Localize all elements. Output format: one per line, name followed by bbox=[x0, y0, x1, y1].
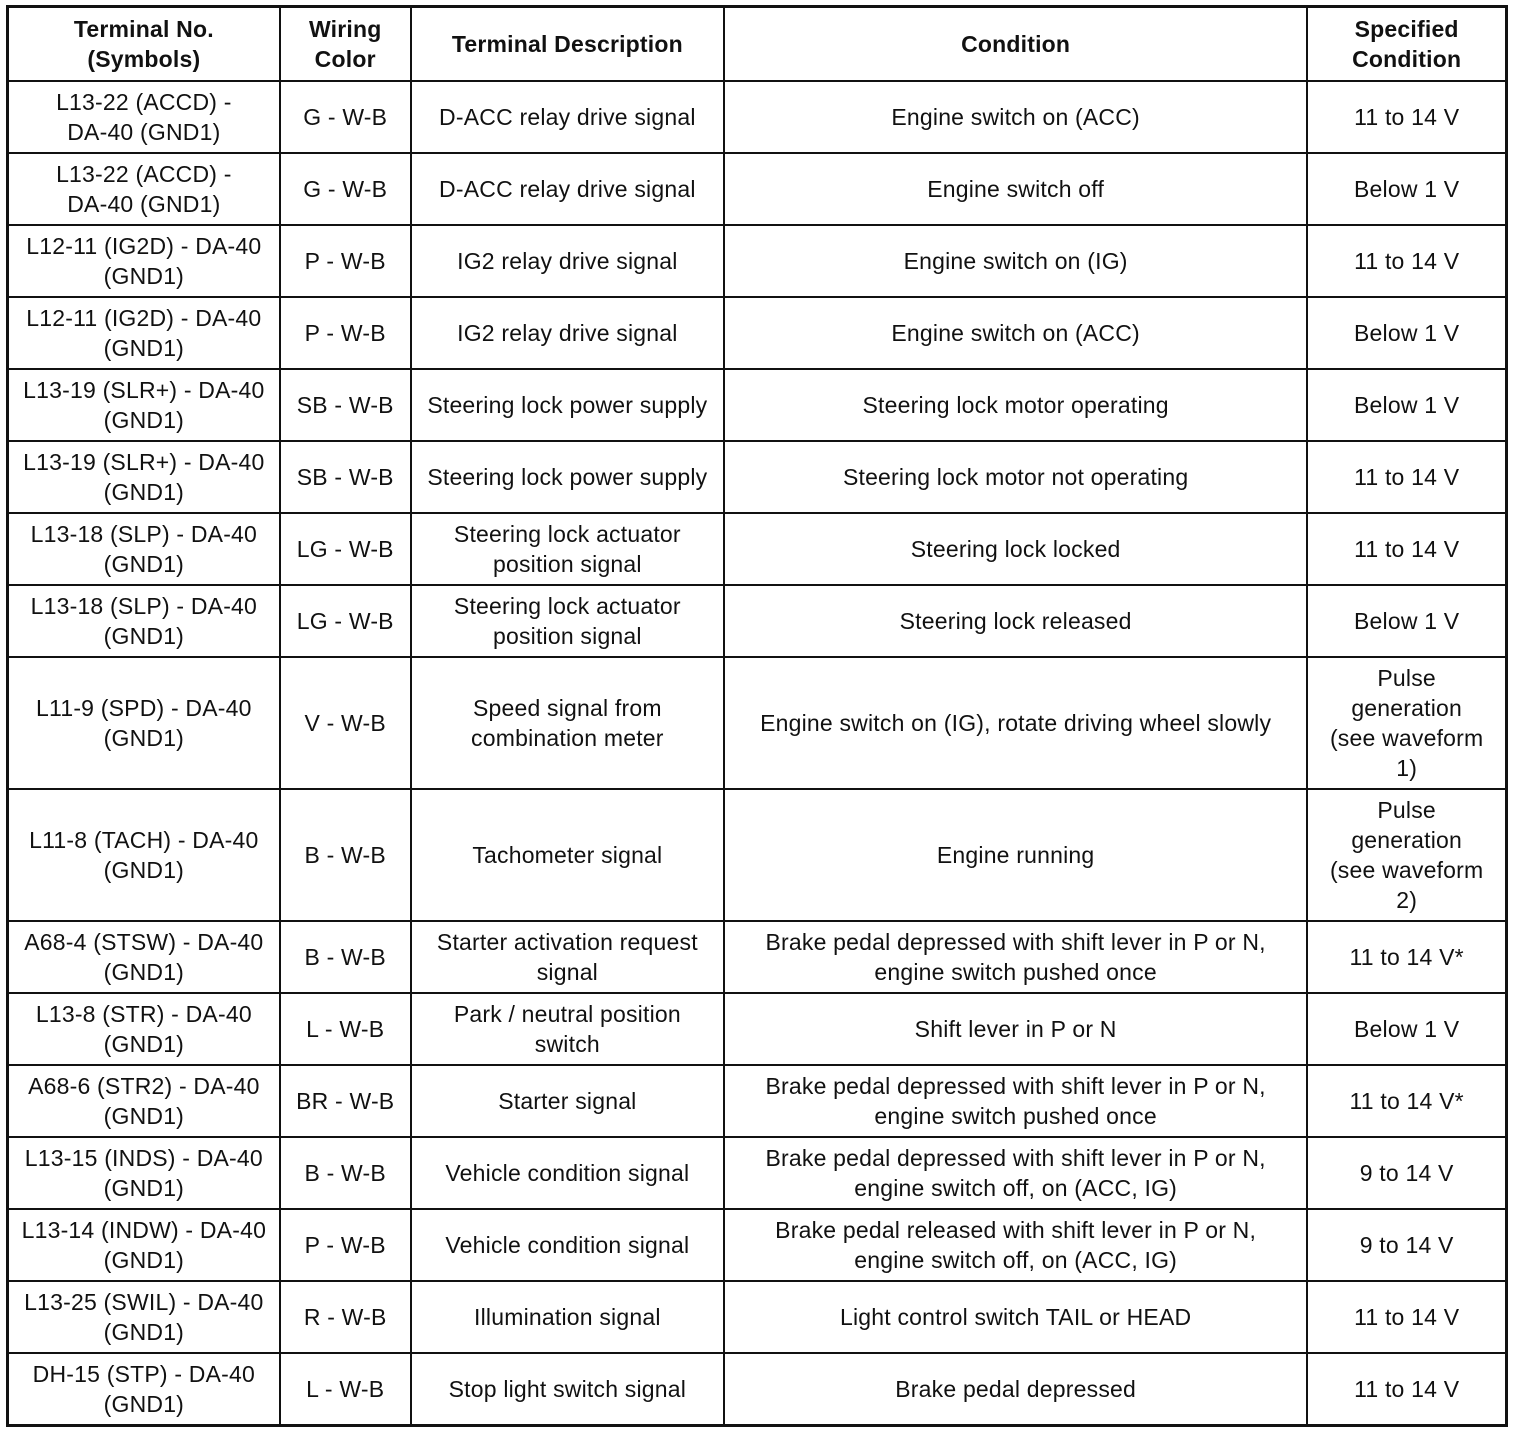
cell-terminal-description: Tachometer signal bbox=[411, 789, 724, 921]
cell-wiring-color: B - W-B bbox=[280, 921, 411, 993]
cell-terminal: L13-19 (SLR+) - DA-40 (GND1) bbox=[8, 369, 280, 441]
cell-terminal: L13-8 (STR) - DA-40 (GND1) bbox=[8, 993, 280, 1065]
cell-wiring-color: G - W-B bbox=[280, 81, 411, 153]
cell-specified-condition: 11 to 14 V bbox=[1307, 225, 1506, 297]
cell-specified-condition: 9 to 14 V bbox=[1307, 1209, 1506, 1281]
cell-specified-condition: Below 1 V bbox=[1307, 585, 1506, 657]
table-row bbox=[8, 225, 1507, 297]
cell-condition: Engine switch on (ACC) bbox=[724, 81, 1307, 153]
cell-specified-condition: 11 to 14 V bbox=[1307, 513, 1506, 585]
cell-terminal: L12-11 (IG2D) - DA-40 (GND1) bbox=[8, 297, 280, 369]
cell-condition: Shift lever in P or N bbox=[724, 993, 1307, 1065]
table-row bbox=[8, 657, 1507, 789]
cell-wiring-color: P - W-B bbox=[280, 1209, 411, 1281]
cell-wiring-color: R - W-B bbox=[280, 1281, 411, 1353]
cell-terminal-description: D-ACC relay drive signal bbox=[411, 153, 724, 225]
cell-specified-condition: 11 to 14 V bbox=[1307, 441, 1506, 513]
cell-terminal: L11-9 (SPD) - DA-40 (GND1) bbox=[8, 657, 280, 789]
cell-condition: Brake pedal released with shift lever in P or N, engine switch off, on (ACC, IG) bbox=[724, 1209, 1307, 1281]
table-row bbox=[8, 789, 1507, 921]
cell-condition: Steering lock locked bbox=[724, 513, 1307, 585]
table-row bbox=[8, 1137, 1507, 1209]
table-row bbox=[8, 1065, 1507, 1137]
table-row bbox=[8, 153, 1507, 225]
table-row bbox=[8, 441, 1507, 513]
table-row bbox=[8, 585, 1507, 657]
table-row bbox=[8, 297, 1507, 369]
cell-specified-condition: Below 1 V bbox=[1307, 369, 1506, 441]
cell-terminal-description: Steering lock power supply bbox=[411, 441, 724, 513]
cell-terminal: A68-6 (STR2) - DA-40 (GND1) bbox=[8, 1065, 280, 1137]
table-row bbox=[8, 369, 1507, 441]
cell-condition: Light control switch TAIL or HEAD bbox=[724, 1281, 1307, 1353]
header-condition: Condition bbox=[724, 7, 1307, 82]
cell-terminal-description: Speed signal from combination meter bbox=[411, 657, 724, 789]
cell-specified-condition: 11 to 14 V* bbox=[1307, 921, 1506, 993]
cell-terminal-description: Vehicle condition signal bbox=[411, 1209, 724, 1281]
cell-terminal: A68-4 (STSW) - DA-40 (GND1) bbox=[8, 921, 280, 993]
cell-condition: Engine switch on (ACC) bbox=[724, 297, 1307, 369]
header-wiring-color: Wiring Color bbox=[280, 7, 411, 82]
cell-terminal-description: Illumination signal bbox=[411, 1281, 724, 1353]
cell-terminal: L13-18 (SLP) - DA-40 (GND1) bbox=[8, 513, 280, 585]
cell-terminal: L12-11 (IG2D) - DA-40 (GND1) bbox=[8, 225, 280, 297]
cell-specified-condition: 9 to 14 V bbox=[1307, 1137, 1506, 1209]
cell-wiring-color: P - W-B bbox=[280, 225, 411, 297]
cell-terminal: L11-8 (TACH) - DA-40 (GND1) bbox=[8, 789, 280, 921]
cell-wiring-color: BR - W-B bbox=[280, 1065, 411, 1137]
cell-terminal-description: Park / neutral position switch bbox=[411, 993, 724, 1065]
cell-specified-condition: 11 to 14 V* bbox=[1307, 1065, 1506, 1137]
cell-condition: Brake pedal depressed with shift lever in P or N, engine switch off, on (ACC, IG) bbox=[724, 1137, 1307, 1209]
cell-wiring-color: LG - W-B bbox=[280, 585, 411, 657]
cell-wiring-color: SB - W-B bbox=[280, 369, 411, 441]
header-row bbox=[8, 7, 1507, 82]
cell-condition: Engine switch off bbox=[724, 153, 1307, 225]
cell-condition: Brake pedal depressed bbox=[724, 1353, 1307, 1425]
cell-wiring-color: B - W-B bbox=[280, 1137, 411, 1209]
cell-specified-condition: 11 to 14 V bbox=[1307, 81, 1506, 153]
cell-specified-condition: Below 1 V bbox=[1307, 297, 1506, 369]
cell-wiring-color: L - W-B bbox=[280, 993, 411, 1065]
table-row bbox=[8, 993, 1507, 1065]
cell-terminal-description: Steering lock actuator position signal bbox=[411, 513, 724, 585]
table-row bbox=[8, 81, 1507, 153]
cell-terminal: L13-15 (INDS) - DA-40 (GND1) bbox=[8, 1137, 280, 1209]
table-row bbox=[8, 1209, 1507, 1281]
cell-wiring-color: P - W-B bbox=[280, 297, 411, 369]
cell-terminal-description: Steering lock power supply bbox=[411, 369, 724, 441]
cell-terminal-description: IG2 relay drive signal bbox=[411, 297, 724, 369]
table-row bbox=[8, 921, 1507, 993]
cell-specified-condition: Below 1 V bbox=[1307, 993, 1506, 1065]
cell-wiring-color: B - W-B bbox=[280, 789, 411, 921]
cell-specified-condition: 11 to 14 V bbox=[1307, 1281, 1506, 1353]
cell-wiring-color: SB - W-B bbox=[280, 441, 411, 513]
cell-wiring-color: G - W-B bbox=[280, 153, 411, 225]
cell-terminal: L13-19 (SLR+) - DA-40 (GND1) bbox=[8, 441, 280, 513]
cell-condition: Brake pedal depressed with shift lever in P or N, engine switch pushed once bbox=[724, 921, 1307, 993]
cell-condition: Engine running bbox=[724, 789, 1307, 921]
cell-terminal-description: Steering lock actuator position signal bbox=[411, 585, 724, 657]
table-row bbox=[8, 1281, 1507, 1353]
cell-specified-condition: Pulse generation (see waveform 2) bbox=[1307, 789, 1506, 921]
cell-condition: Steering lock motor operating bbox=[724, 369, 1307, 441]
header-terminal: Terminal No. (Symbols) bbox=[8, 7, 280, 82]
cell-wiring-color: V - W-B bbox=[280, 657, 411, 789]
cell-terminal: L13-14 (INDW) - DA-40 (GND1) bbox=[8, 1209, 280, 1281]
cell-terminal-description: D-ACC relay drive signal bbox=[411, 81, 724, 153]
table-row bbox=[8, 513, 1507, 585]
cell-condition: Brake pedal depressed with shift lever in P or N, engine switch pushed once bbox=[724, 1065, 1307, 1137]
table-row bbox=[8, 1353, 1507, 1425]
cell-wiring-color: L - W-B bbox=[280, 1353, 411, 1425]
cell-condition: Steering lock released bbox=[724, 585, 1307, 657]
cell-specified-condition: Below 1 V bbox=[1307, 153, 1506, 225]
cell-terminal: L13-22 (ACCD) - DA-40 (GND1) bbox=[8, 153, 280, 225]
cell-terminal-description: Starter activation request signal bbox=[411, 921, 724, 993]
cell-specified-condition: 11 to 14 V bbox=[1307, 1353, 1506, 1425]
cell-condition: Engine switch on (IG) bbox=[724, 225, 1307, 297]
cell-specified-condition: Pulse generation (see waveform 1) bbox=[1307, 657, 1506, 789]
cell-terminal-description: Vehicle condition signal bbox=[411, 1137, 724, 1209]
cell-terminal-description: Starter signal bbox=[411, 1065, 724, 1137]
cell-terminal: DH-15 (STP) - DA-40 (GND1) bbox=[8, 1353, 280, 1425]
terminal-spec-table bbox=[6, 5, 1508, 1427]
cell-terminal-description: IG2 relay drive signal bbox=[411, 225, 724, 297]
cell-terminal: L13-18 (SLP) - DA-40 (GND1) bbox=[8, 585, 280, 657]
cell-terminal: L13-25 (SWIL) - DA-40 (GND1) bbox=[8, 1281, 280, 1353]
cell-terminal-description: Stop light switch signal bbox=[411, 1353, 724, 1425]
header-specified-condition: Specified Condition bbox=[1307, 7, 1506, 82]
cell-terminal: L13-22 (ACCD) - DA-40 (GND1) bbox=[8, 81, 280, 153]
header-terminal-description: Terminal Description bbox=[411, 7, 724, 82]
cell-wiring-color: LG - W-B bbox=[280, 513, 411, 585]
cell-condition: Engine switch on (IG), rotate driving wheel slowly bbox=[724, 657, 1307, 789]
cell-condition: Steering lock motor not operating bbox=[724, 441, 1307, 513]
